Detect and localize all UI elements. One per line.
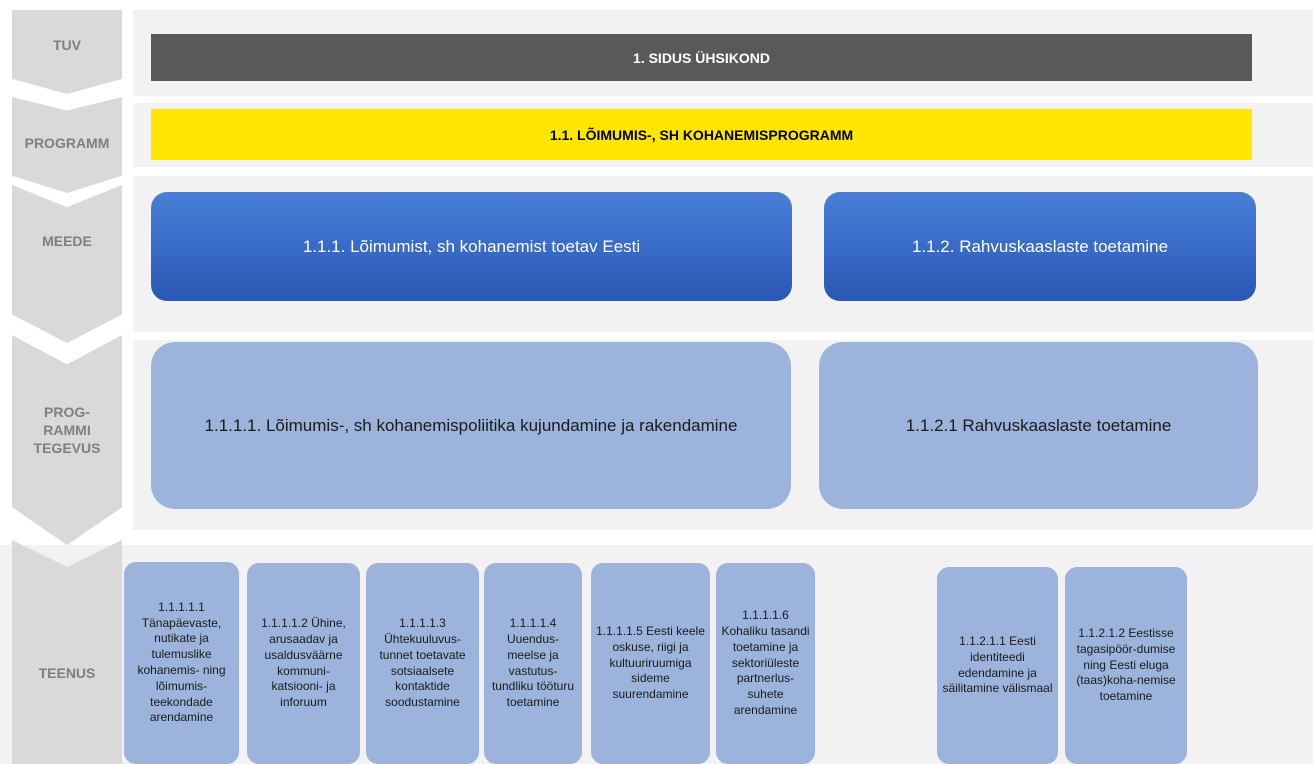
teenus-box-8: 1.1.2.1.2 Eestisse tagasipöör-dumise ning Eesti eluga (taas)koha-nemise toetamine — [1065, 567, 1187, 764]
row-label-tegevus: PROG- RAMMI TEGEVUS — [33, 403, 101, 457]
tegevus-box-1: 1.1.1.1. Lõimumis-, sh kohanemispoliitika kujundamine ja rakendamine — [151, 342, 791, 509]
tuv-bar: 1. SIDUS ÜHSIKOND — [151, 34, 1252, 81]
teenus-box-3: 1.1.1.1.3 Ühtekuuluvus-tunnet toetavate sotsiaalsete kontaktide soodustamine — [366, 563, 479, 764]
meede-box-1: 1.1.1. Lõimumist, sh kohanemist toetav Eesti — [151, 192, 792, 301]
teenus-box-5: 1.1.1.1.5 Eesti keele oskuse, riigi ja kultuuriruumiga sideme suurendamine — [591, 563, 710, 764]
teenus-box-7: 1.1.2.1.1 Eesti identiteedi edendamine ja säilitamine välismaal — [937, 567, 1058, 764]
teenus-box-1: 1.1.1.1.1 Tänapäevaste, nutikate ja tulemuslike kohanemis- ning lõimumis-teekondade arendamine — [124, 562, 239, 764]
teenus-box-4: 1.1.1.1.4 Uuendus-meelse ja vastutus-tundliku tööturu toetamine — [484, 563, 582, 764]
row-label-programm: PROGRAMM — [24, 134, 110, 151]
row-chevron-teenus — [12, 540, 122, 764]
row-label-teenus: TEENUS — [38, 664, 96, 681]
row-label-meede: MEEDE — [42, 232, 92, 249]
programm-bar: 1.1. LÕIMUMIS-, SH KOHANEMISPROGRAMM — [151, 109, 1252, 160]
row-label-tuv: TUV — [53, 36, 81, 53]
teenus-box-6: 1.1.1.1.6 Kohaliku tasandi toetamine ja sektoriüleste partnerlus-suhete arendamine — [716, 563, 815, 764]
teenus-box-2: 1.1.1.1.2 Ühine, arusaadav ja usaldusväärne kommuni-katsiooni- ja inforuum — [247, 563, 360, 764]
meede-box-2: 1.1.2. Rahvuskaaslaste toetamine — [824, 192, 1256, 301]
tegevus-box-2: 1.1.2.1 Rahvuskaaslaste toetamine — [819, 342, 1258, 509]
row-chevron-meede — [12, 185, 122, 343]
